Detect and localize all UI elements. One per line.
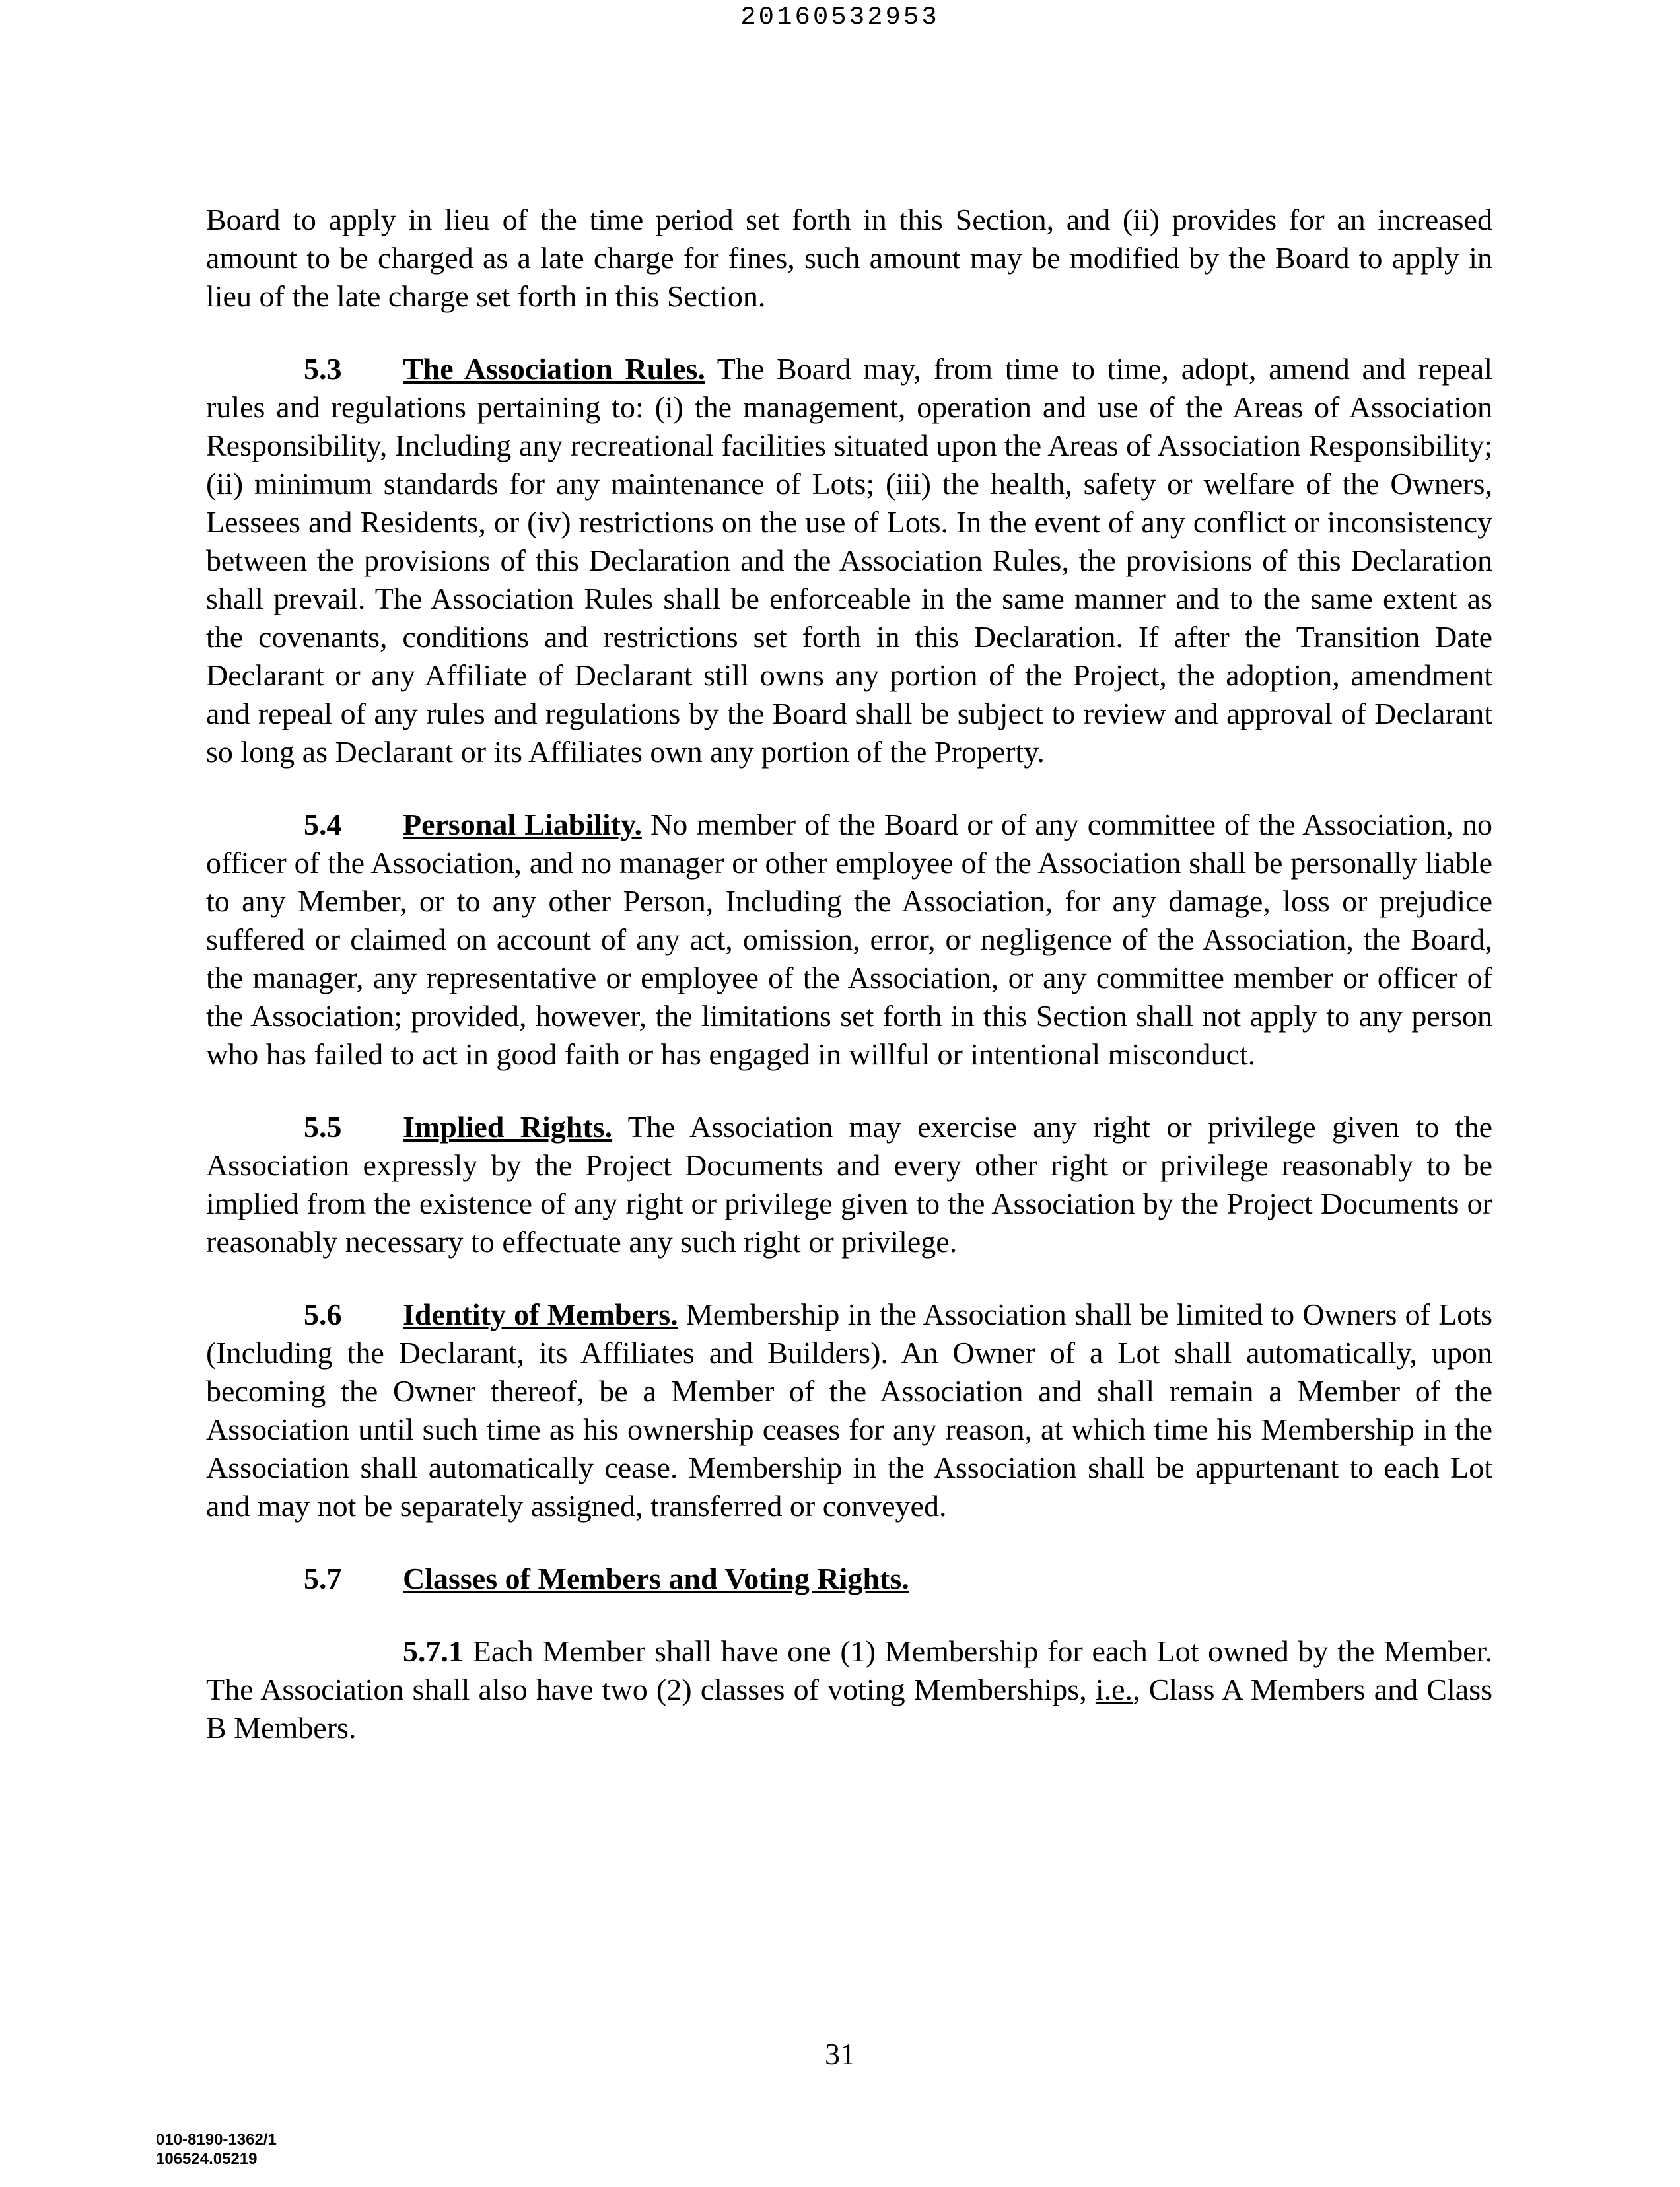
document-number: 20160532953 (740, 3, 940, 32)
section-number: 5.6 (304, 1298, 342, 1331)
subsection-text-a: Each Member shall have one (1) Membership for each Lot owned by the Member. The Association shall also have two (2) classes of voting Memberships, (206, 1634, 1492, 1706)
section-text: The Association may exercise any right or privilege given to the Association expressly by the Project Documents and every other right or privilege reasonably to be implied from the existence of any right or privilege given to the Association by the Project Documents or reasonably necessary to effectuate any such right or privilege. (206, 1110, 1492, 1259)
section-5-7 (206, 1560, 1492, 1598)
section-5-6 (206, 1296, 1492, 1525)
section-number: 5.7 (304, 1562, 342, 1595)
section-5-3 (206, 350, 1492, 771)
section-number: 5.5 (304, 1110, 342, 1144)
section-5-7-1 (206, 1632, 1492, 1747)
subsection-number: 5.7.1 (403, 1634, 464, 1668)
section-title: The Association Rules. (403, 352, 705, 386)
section-title: Classes of Members and Voting Rights. (403, 1562, 909, 1595)
section-5-5 (206, 1108, 1492, 1261)
page-number: 31 (825, 2037, 855, 2071)
section-number: 5.4 (304, 808, 342, 841)
continuation-paragraph: Board to apply in lieu of the time period set forth in this Section, and (ii) provides for an increased amount to be charged as a late charge for fines, such amount may be modified by the Board to apply in lieu of the late charge set forth in this Section. (206, 203, 1492, 313)
footer-code-line-2: 106524.05219 (156, 2150, 258, 2168)
section-title: Implied Rights. (403, 1110, 613, 1144)
section-text: The Board may, from time to time, adopt, amend and repeal rules and regulations pertaining to: (i) the management, operation and use of the Areas of Association Responsibility, Including any recreational facilities situated upon the Areas of Association Responsibility; (ii) minimum standards for any maintenance of Lots; (iii) the health, safety or welfare of the Owners, Lessees and Residents, or (iv) restrictions on the use of Lots. In the event of any conflict or inconsistency between the provisions of this Declaration and the Association Rules, the provisions of this Declaration shall prevail. The Association Rules shall be enforceable in the same manner and to the same extent as the covenants, conditions and restrictions set forth in this Declaration. If after the Transition Date Declarant or any Affiliate of Declarant still owns any portion of the Project, the adoption, amendment and repeal of any rules and regulations by the Board shall be subject to review and approval of Declarant so long as Declarant or its Affiliates own any portion of the Property. (206, 352, 1492, 769)
section-text: Membership in the Association shall be limited to Owners of Lots (Including the Declarant, its Affiliates and Builders). An Owner of a Lot shall automatically, upon becoming the Owner thereof, be a Member of the Association and shall remain a Member of the Association until such time as his ownership ceases for any reason, at which time his Membership in the Association shall automatically cease. Membership in the Association shall be appurtenant to each Lot and may not be separately assigned, transferred or conveyed. (206, 1298, 1492, 1523)
footer-codes (156, 2130, 277, 2169)
section-title: Personal Liability. (403, 808, 642, 841)
section-text: No member of the Board or of any committee of the Association, no officer of the Association, and no manager or other employee of the Association shall be personally liable to any Member, or to any other Person, Including the Association, for any damage, loss or prejudice suffered or claimed on account of any act, omission, error, or negligence of the Association, the Board, the manager, any representative or employee of the Association, or any committee member or officer of the Association; provided, however, the limitations set forth in this Section shall not apply to any person who has failed to act in good faith or has engaged in willful or intentional misconduct. (206, 808, 1492, 1071)
section-number: 5.3 (304, 352, 342, 386)
footer-code-line-1: 010-8190-1362/1 (156, 2131, 277, 2149)
section-5-4 (206, 806, 1492, 1074)
document-body (206, 201, 1492, 1782)
ie-abbreviation: i.e. (1095, 1673, 1133, 1706)
section-title: Identity of Members. (403, 1298, 678, 1331)
subsection-text-b: , Class A Members and Class B Members. (206, 1673, 1492, 1745)
